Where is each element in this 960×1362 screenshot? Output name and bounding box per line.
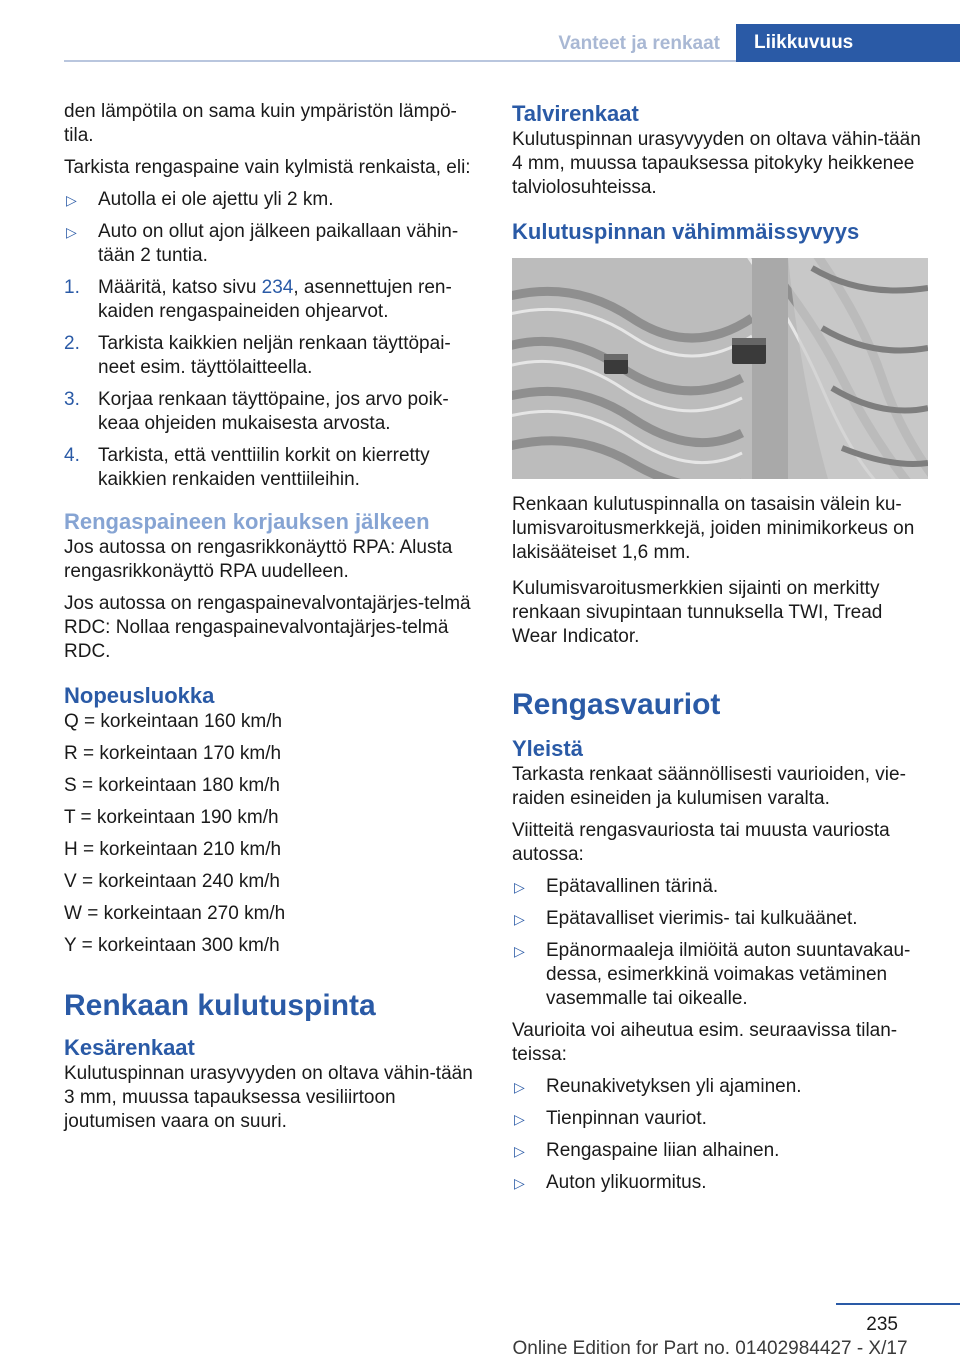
triangle-bullet-icon: ▷ bbox=[514, 1175, 525, 1191]
right-column bbox=[512, 100, 930, 1203]
triangle-bullet-icon: ▷ bbox=[514, 879, 525, 895]
triangle-bullet-icon: ▷ bbox=[66, 192, 77, 208]
wear-marks-text: Renkaan kulutuspinnalla on tasaisin välein ku‐lumisvaroitusmerkkejä, joiden minimikorkeus on lakisääteiset 1,6 mm. bbox=[512, 494, 915, 563]
speed-class-heading: Nopeusluokka bbox=[64, 683, 215, 708]
speed-y: Y = korkeintaan 300 km/h bbox=[64, 935, 280, 956]
list-item: ▷ Tienpinnan vauriot. bbox=[514, 1108, 707, 1129]
min-depth-heading: Kulutuspinnan vähimmäissyvyys bbox=[512, 219, 860, 244]
triangle-bullet-icon: ▷ bbox=[514, 943, 525, 959]
speed-w: W = korkeintaan 270 km/h bbox=[64, 903, 286, 924]
triangle-bullet-icon: ▷ bbox=[514, 1143, 525, 1159]
list-item: ▷ Epätavallinen tärinä. bbox=[514, 876, 719, 897]
damage-causes-list bbox=[512, 1075, 930, 1195]
tread-wear-indicator-image bbox=[512, 258, 928, 479]
speed-h: H = korkeintaan 210 km/h bbox=[64, 839, 282, 860]
twi-text: Kulumisvaroitusmerkkien sijainti on merkitty renkaan sivupintaan tunnuksella TWI, Tread Wear Indicator. bbox=[512, 578, 883, 647]
general-heading: Yleistä bbox=[512, 736, 583, 761]
step-list bbox=[64, 276, 474, 492]
list-item: 3. Korjaa renkaan täyttöpaine, jos arvo poik‐keaa ohjeiden mukaisesta arvosta. bbox=[64, 389, 449, 434]
footer-rule bbox=[836, 1303, 960, 1305]
summer-tyres-text: Kulutuspinnan urasyvyyden on oltava vähin‐tään 3 mm, muussa tapauksessa vesiliirtoon joutumisen vaara on suuri. bbox=[64, 1063, 473, 1132]
after-correction-text-2: Jos autossa on rengaspainevalvontajärjes‐telmä RDC: Nollaa rengaspainevalvontajärjes‐telmä RDC. bbox=[64, 593, 471, 662]
damage-causes-text: Vaurioita voi aiheutua esim. seuraavissa tilan‐teissa: bbox=[512, 1020, 898, 1065]
condition-list bbox=[64, 188, 474, 268]
list-item: 2. Tarkista kaikkien neljän renkaan täyttöpai‐neet esim. täyttölaitteella. bbox=[64, 333, 451, 378]
speed-q: Q = korkeintaan 160 km/h bbox=[64, 711, 283, 732]
intro-text: den lämpötila on sama kuin ympäristön lämpö‐tila. bbox=[64, 101, 457, 146]
list-item: ▷ Reunakivetyksen yli ajaminen. bbox=[514, 1076, 802, 1097]
speed-r: R = korkeintaan 170 km/h bbox=[64, 743, 282, 764]
edition-note: Online Edition for Part no. 01402984427 - X/17 bbox=[512, 1338, 908, 1359]
after-correction-heading: Rengaspaineen korjauksen jälkeen bbox=[64, 509, 430, 534]
triangle-bullet-icon: ▷ bbox=[514, 911, 525, 927]
triangle-bullet-icon: ▷ bbox=[66, 224, 77, 240]
list-item: ▷ Rengaspaine liian alhainen. bbox=[514, 1140, 780, 1161]
speed-s: S = korkeintaan 180 km/h bbox=[64, 775, 280, 796]
page-number: 235 bbox=[866, 1314, 898, 1335]
tread-heading: Renkaan kulutuspinta bbox=[64, 989, 376, 1022]
winter-tyres-heading: Talvirenkaat bbox=[512, 101, 639, 126]
inspect-text: Tarkasta renkaat säännöllisesti vaurioiden, vie‐raiden esineiden ja kulumisen varalta. bbox=[512, 764, 906, 809]
winter-tyres-text: Kulutuspinnan urasyvyyden on oltava vähin‐tään 4 mm, muussa tapauksessa pitokyky heikkenee talviolosuhteissa. bbox=[512, 129, 921, 198]
damage-signs-text: Viitteitä rengasvauriosta tai muusta vauriosta autossa: bbox=[512, 820, 890, 865]
chapter-tab: Liikkuvuus bbox=[736, 24, 960, 62]
after-correction-text-1: Jos autossa on rengasrikkonäyttö RPA: Alusta rengasrikkonäyttö RPA uudelleen. bbox=[64, 537, 453, 582]
damage-signs-list bbox=[512, 875, 930, 1011]
list-item: ▷ Epänormaaleja ilmiöitä auton suuntavakau‐dessa, esimerkkinä voimakas vetäminen vasemmalle tai oikealle. bbox=[514, 940, 911, 1009]
section-title: Vanteet ja renkaat bbox=[558, 33, 720, 54]
tyre-damage-heading: Rengasvauriot bbox=[512, 688, 721, 721]
list-item: ▷ Autolla ei ole ajettu yli 2 km. bbox=[66, 189, 334, 210]
check-cold-text: Tarkista rengaspaine vain kylmistä renkaista, eli: bbox=[64, 157, 471, 178]
list-item: 4. Tarkista, että venttiilin korkit on kierretty kaikkien renkaiden venttiileihin. bbox=[64, 445, 430, 490]
speed-v: V = korkeintaan 240 km/h bbox=[64, 871, 280, 892]
triangle-bullet-icon: ▷ bbox=[514, 1111, 525, 1127]
list-item: ▷ Auto on ollut ajon jälkeen paikallaan vähin‐tään 2 tuntia. bbox=[66, 221, 459, 266]
triangle-bullet-icon: ▷ bbox=[514, 1079, 525, 1095]
page-link[interactable]: 234 bbox=[261, 277, 294, 298]
list-item: ▷ Epätavalliset vierimis- tai kulkuäänet. bbox=[514, 908, 858, 929]
speed-t: T = korkeintaan 190 km/h bbox=[64, 807, 279, 828]
list-item: ▷ Auton ylikuormitus. bbox=[514, 1172, 707, 1193]
left-column bbox=[64, 100, 474, 1142]
list-item: 1. Määritä, katso sivu 234, asennettujen ren‐kaiden rengaspaineiden ohjearvot. bbox=[64, 277, 452, 322]
summer-tyres-heading: Kesärenkaat bbox=[64, 1035, 195, 1060]
